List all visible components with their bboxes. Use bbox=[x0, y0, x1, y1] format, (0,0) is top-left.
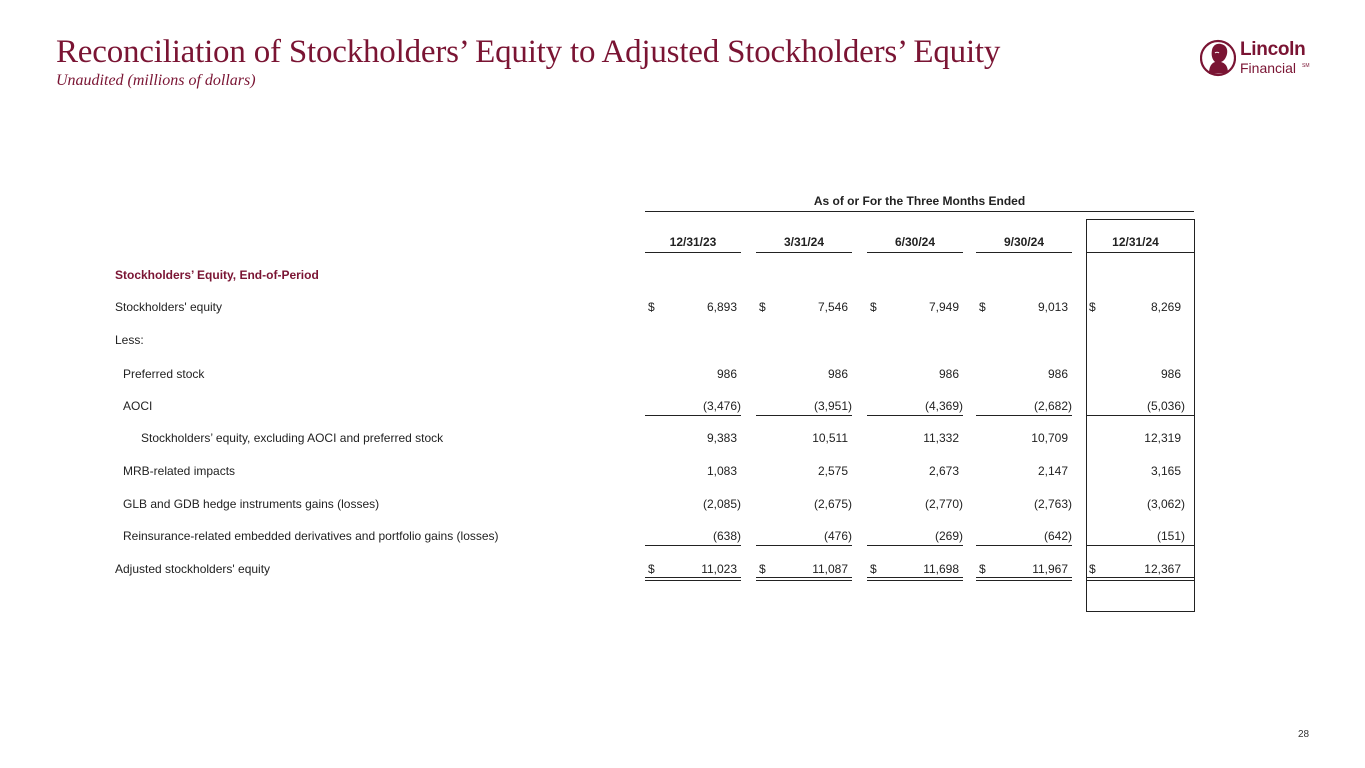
cell-value: 11,332 bbox=[923, 431, 959, 445]
subtotal-rule bbox=[756, 415, 852, 416]
cell-value: 6,893 bbox=[706, 300, 737, 314]
table-cell bbox=[756, 464, 852, 484]
table-row bbox=[0, 300, 1365, 320]
table-cell bbox=[1086, 464, 1185, 484]
column-header-rule bbox=[976, 252, 1072, 253]
table-row bbox=[0, 268, 1365, 288]
table-cell bbox=[867, 300, 963, 320]
subtotal-rule bbox=[645, 545, 741, 546]
cell-value: 986 bbox=[1160, 367, 1181, 381]
column-header-rule bbox=[867, 252, 963, 253]
cell-value: (2,682) bbox=[1033, 399, 1072, 413]
table-cell bbox=[1086, 431, 1185, 451]
table-cell bbox=[1086, 529, 1185, 549]
column-header-col-12-31-23: 12/31/23 bbox=[669, 235, 717, 249]
row-label: Less: bbox=[115, 333, 144, 347]
cell-value: (4,369) bbox=[924, 399, 963, 413]
logo-text-lincoln: Lincoln bbox=[1240, 39, 1306, 60]
cell-value: 7,546 bbox=[817, 300, 848, 314]
table-cell bbox=[645, 464, 741, 484]
table-cell bbox=[867, 464, 963, 484]
table-cell bbox=[976, 529, 1072, 549]
cell-value: (642) bbox=[1043, 529, 1072, 543]
row-label: Reinsurance-related embedded derivatives and portfolio gains (losses) bbox=[123, 529, 499, 543]
subtotal-rule bbox=[645, 415, 741, 416]
currency-symbol: $ bbox=[1089, 300, 1096, 314]
cell-value: (3,062) bbox=[1146, 497, 1185, 511]
table-cell bbox=[867, 497, 963, 517]
table-cell bbox=[756, 399, 852, 419]
cell-value: 986 bbox=[938, 367, 959, 381]
table-row bbox=[0, 497, 1365, 517]
table-cell bbox=[645, 497, 741, 517]
table-cell bbox=[976, 431, 1072, 451]
cell-value: 2,147 bbox=[1037, 464, 1068, 478]
table-cell bbox=[976, 464, 1072, 484]
page-title: Reconciliation of Stockholders’ Equity to Adjusted Stockholders’ Equity bbox=[56, 34, 1001, 70]
currency-symbol: $ bbox=[979, 300, 986, 314]
column-header-rule bbox=[1086, 252, 1194, 253]
cell-value: 2,673 bbox=[928, 464, 959, 478]
cell-value: 9,013 bbox=[1037, 300, 1068, 314]
cell-value: 10,511 bbox=[812, 431, 848, 445]
cell-value: 9,383 bbox=[706, 431, 737, 445]
table-cell bbox=[645, 367, 741, 387]
cell-value: (151) bbox=[1156, 529, 1185, 543]
cell-value: 12,319 bbox=[1144, 431, 1181, 445]
table-cell bbox=[756, 431, 852, 451]
total-double-rule bbox=[976, 577, 1072, 581]
table-cell bbox=[645, 529, 741, 549]
cell-value: 986 bbox=[1047, 367, 1068, 381]
table-cell bbox=[645, 399, 741, 419]
table-cell bbox=[976, 367, 1072, 387]
table-cell bbox=[756, 529, 852, 549]
cell-value: (5,036) bbox=[1146, 399, 1185, 413]
column-header-col-12-31-24: 12/31/24 bbox=[1112, 235, 1159, 249]
cell-value: 8,269 bbox=[1150, 300, 1181, 314]
subtotal-rule bbox=[867, 415, 963, 416]
row-label: Adjusted stockholders' equity bbox=[115, 562, 271, 576]
currency-symbol: $ bbox=[648, 300, 655, 314]
row-label: Stockholders’ Equity, End-of-Period bbox=[115, 268, 319, 282]
lincoln-portrait-icon bbox=[1200, 38, 1236, 78]
table-cell bbox=[756, 497, 852, 517]
total-double-rule bbox=[867, 577, 963, 581]
table-cell bbox=[976, 399, 1072, 419]
cell-value: (476) bbox=[823, 529, 852, 543]
cell-value: (638) bbox=[712, 529, 741, 543]
cell-value: 11,698 bbox=[923, 562, 959, 576]
currency-symbol: $ bbox=[648, 562, 655, 576]
cell-value: 11,023 bbox=[701, 562, 737, 576]
cell-value: 3,165 bbox=[1150, 464, 1181, 478]
table-cell bbox=[645, 431, 741, 451]
cell-value: (3,476) bbox=[702, 399, 741, 413]
cell-value: (2,770) bbox=[924, 497, 963, 511]
logo-service-mark: SM bbox=[1302, 63, 1310, 69]
cell-value: (2,763) bbox=[1033, 497, 1072, 511]
cell-value: 11,087 bbox=[812, 562, 848, 576]
subtotal-rule bbox=[1086, 415, 1194, 416]
page-number: 28 bbox=[1298, 729, 1310, 740]
table-cell bbox=[1086, 497, 1185, 517]
table-row bbox=[0, 399, 1365, 419]
table-cell bbox=[1086, 300, 1185, 320]
currency-symbol: $ bbox=[759, 562, 766, 576]
group-header-rule bbox=[645, 211, 1194, 212]
table-row bbox=[0, 333, 1365, 353]
cell-value: 1,083 bbox=[706, 464, 737, 478]
cell-value: 986 bbox=[827, 367, 848, 381]
table-cell bbox=[867, 431, 963, 451]
column-header-col-6-30-24: 6/30/24 bbox=[894, 235, 936, 249]
cell-value: (2,085) bbox=[702, 497, 741, 511]
column-header-col-3-31-24: 3/31/24 bbox=[783, 235, 825, 249]
total-double-rule bbox=[1086, 577, 1194, 581]
currency-symbol: $ bbox=[979, 562, 986, 576]
column-header-rule bbox=[756, 252, 852, 253]
table-cell bbox=[867, 529, 963, 549]
subtotal-rule bbox=[976, 415, 1072, 416]
lincoln-financial-logo bbox=[1200, 38, 1312, 80]
row-label: Stockholders' equity bbox=[115, 300, 223, 314]
table-group-header: As of or For the Three Months Ended bbox=[813, 194, 1026, 208]
logo-text-financial: Financial bbox=[1240, 60, 1297, 76]
table-row bbox=[0, 431, 1365, 451]
cell-value: (269) bbox=[934, 529, 963, 543]
table-cell bbox=[1086, 367, 1185, 387]
currency-symbol: $ bbox=[759, 300, 766, 314]
cell-value: 11,967 bbox=[1032, 562, 1068, 576]
table-cell bbox=[867, 367, 963, 387]
row-label: MRB-related impacts bbox=[123, 464, 236, 478]
cell-value: 986 bbox=[716, 367, 737, 381]
currency-symbol: $ bbox=[1089, 562, 1096, 576]
row-label: Preferred stock bbox=[123, 367, 205, 381]
row-label: GLB and GDB hedge instruments gains (losses) bbox=[123, 497, 380, 511]
column-header-col-9-30-24: 9/30/24 bbox=[1003, 235, 1045, 249]
table-cell bbox=[756, 300, 852, 320]
cell-value: 12,367 bbox=[1144, 562, 1181, 576]
cell-value: 10,709 bbox=[1031, 431, 1068, 445]
subtotal-rule bbox=[756, 545, 852, 546]
currency-symbol: $ bbox=[870, 562, 877, 576]
table-row bbox=[0, 529, 1365, 549]
cell-value: 2,575 bbox=[817, 464, 848, 478]
subtotal-rule bbox=[976, 545, 1072, 546]
cell-value: (2,675) bbox=[813, 497, 852, 511]
subtotal-rule bbox=[1086, 545, 1194, 546]
column-header-rule bbox=[645, 252, 741, 253]
table-cell bbox=[867, 399, 963, 419]
table-cell bbox=[1086, 399, 1185, 419]
subtotal-rule bbox=[867, 545, 963, 546]
table-cell bbox=[756, 367, 852, 387]
total-double-rule bbox=[756, 577, 852, 581]
cell-value: 7,949 bbox=[928, 300, 959, 314]
row-label: AOCI bbox=[123, 399, 153, 413]
table-cell bbox=[645, 300, 741, 320]
table-row bbox=[0, 367, 1365, 387]
currency-symbol: $ bbox=[870, 300, 877, 314]
table-row bbox=[0, 464, 1365, 484]
table-cell bbox=[976, 300, 1072, 320]
cell-value: (3,951) bbox=[813, 399, 852, 413]
table-cell bbox=[976, 497, 1072, 517]
page-subtitle: Unaudited (millions of dollars) bbox=[56, 72, 256, 89]
row-label: Stockholders’ equity, excluding AOCI and preferred stock bbox=[141, 431, 444, 445]
total-double-rule bbox=[645, 577, 741, 581]
